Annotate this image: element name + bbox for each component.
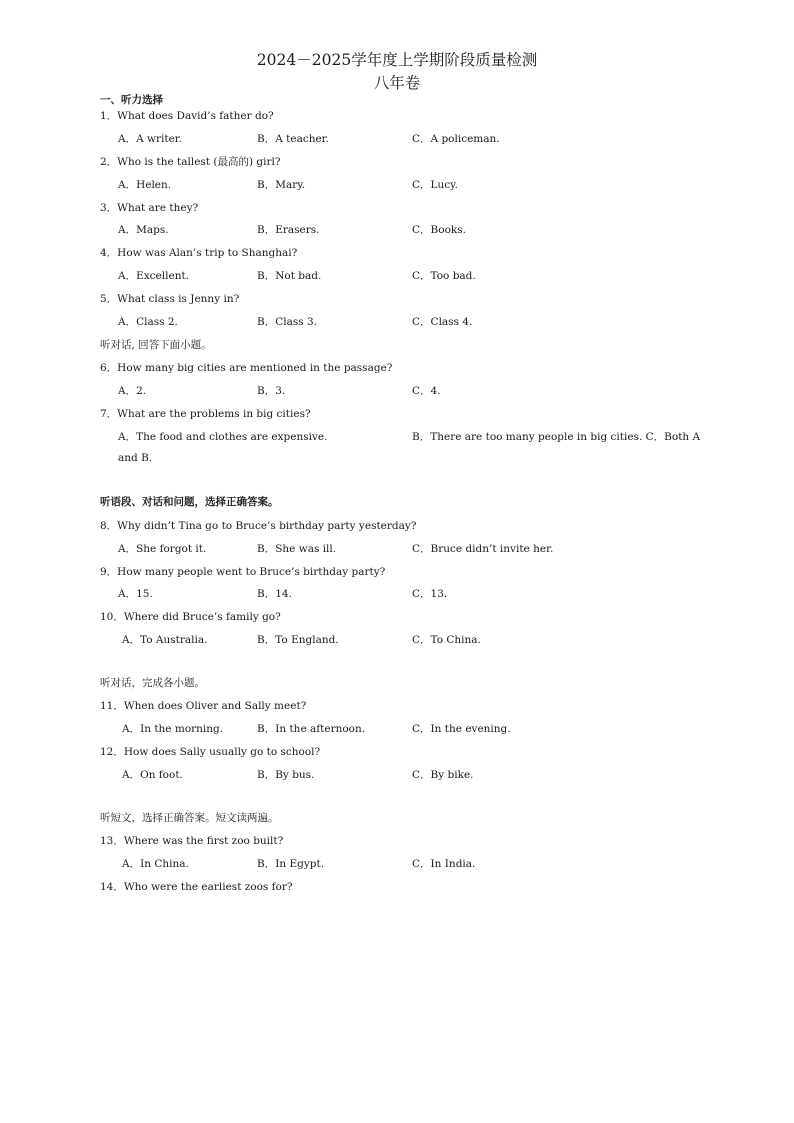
instruction-passage: 听语段、对话和问题，选择正确答案。 [100,496,279,508]
option-1a: A．A writer. [118,133,183,145]
option-6c: C．4. [412,385,441,397]
option-7a: A．The food and clothes are expensive. [118,431,328,443]
option-3b: B．Erasers. [257,224,320,236]
instruction-dialogue-2: 听对话，完成各小题。 [100,677,205,689]
option-9a: A．15. [118,588,153,600]
option-9c: C．13. [412,588,448,600]
option-10a: A．To Australia. [122,634,208,646]
option-3c: C．Books. [412,224,466,236]
option-8a: A．She forgot it. [118,543,207,555]
question-4: 4．How was Alan’s trip to Shanghai? [100,247,298,259]
option-3a: A．Maps. [118,224,169,236]
question-7: 7．What are the problems in big cities? [100,408,311,420]
option-1b: B．A teacher. [257,133,329,145]
option-5a: A．Class 2. [118,316,178,328]
option-4a: A．Excellent. [118,270,190,282]
question-12: 12．How does Sally usually go to school? [100,746,321,758]
option-2a: A．Helen. [118,179,172,191]
option-12b: B．By bus. [257,769,315,781]
option-13a: A．In China. [122,858,189,870]
question-10: 10．Where did Bruce’s family go? [100,611,281,623]
instruction-dialogue: 听对话, 回答下面小题。 [100,339,212,351]
question-9: 9．How many people went to Bruce’s birthday party? [100,566,386,578]
option-7b: B．There are too many people in big cities. C．Both A [412,431,701,443]
option-7c-cont: and B. [118,452,153,464]
question-6: 6．How many big cities are mentioned in the passage? [100,362,393,374]
option-10c: C．To China. [412,634,481,646]
option-12c: C．By bike. [412,769,474,781]
question-5: 5．What class is Jenny in? [100,293,240,305]
section-heading: 一、听力选择 [100,94,163,106]
question-13: 13．Where was the first zoo built? [100,835,284,847]
option-8b: B．She was ill. [257,543,337,555]
question-11: 11．When does Oliver and Sally meet? [100,700,307,712]
option-6a: A．2. [118,385,147,397]
option-13c: C．In India. [412,858,476,870]
question-1: 1．What does David’s father do? [100,110,274,122]
question-8: 8．Why didn’t Tina go to Bruce’s birthday party yesterday? [100,520,417,532]
option-6b: B．3. [257,385,286,397]
option-5c: C．Class 4. [412,316,473,328]
option-12a: A．On foot. [122,769,183,781]
option-10b: B．To England. [257,634,339,646]
question-2: 2．Who is the tallest (最高的) girl? [100,156,281,168]
option-11c: C．In the evening. [412,723,511,735]
question-3: 3．What are they? [100,202,199,214]
page-title: 2024－2025学年度上学期阶段质量检测 [256,51,538,69]
option-5b: B．Class 3. [257,316,318,328]
question-14: 14．Who were the earliest zoos for? [100,881,293,893]
option-2c: C．Lucy. [412,179,459,191]
option-11b: B．In the afternoon. [257,723,366,735]
option-8c: C．Bruce didn’t invite her. [412,543,554,555]
instruction-short-text: 听短文，选择正确答案。短文读两遍。 [100,812,279,824]
page-subtitle: 八年卷 [373,74,421,92]
option-1c: C．A policeman. [412,133,500,145]
option-9b: B．14. [257,588,292,600]
option-11a: A．In the morning. [122,723,224,735]
option-4c: C．Too bad. [412,270,476,282]
option-4b: B．Not bad. [257,270,322,282]
option-2b: B．Mary. [257,179,306,191]
option-13b: B．In Egypt. [257,858,325,870]
